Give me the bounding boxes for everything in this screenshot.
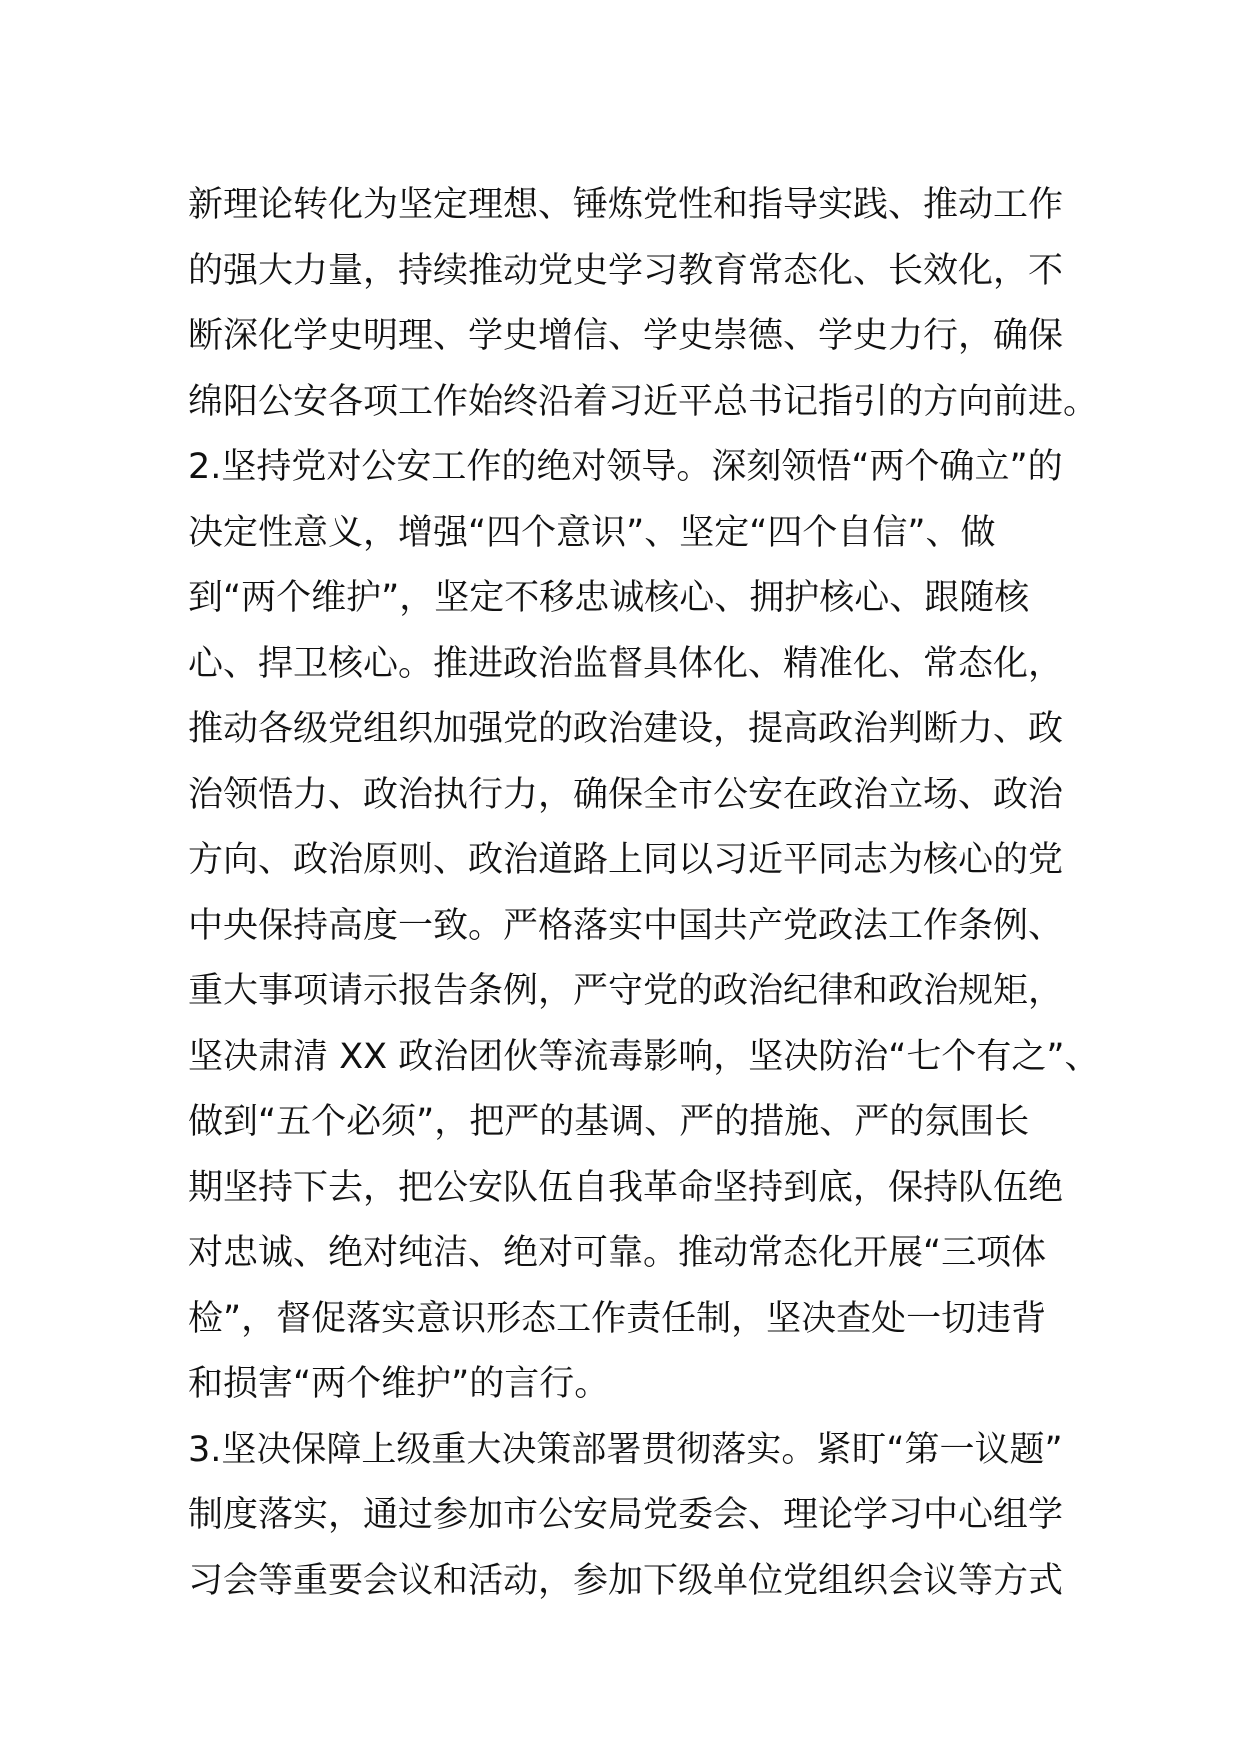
text-line-14: 坚决肃清 XX 政治团伙等流毒影响，坚决防治“七个有之”、 bbox=[188, 1036, 1100, 1077]
text-line-4: 绵阳公安各项工作始终沿着习近平总书记指引的方向前进。 bbox=[188, 381, 1099, 422]
text-line-10: 治领悟力、政治执行力，确保全市公安在政治立场、政治 bbox=[188, 774, 1064, 815]
text-line-5: 2.坚持党对公安工作的绝对领导。深刻领悟“两个确立”的 bbox=[188, 447, 1063, 487]
text-line-9: 推动各级党组织加强党的政治建设，提高政治判断力、政 bbox=[188, 709, 1064, 749]
text-line-18: 检”，督促落实意识形态工作责任制，坚决查处一切违背 bbox=[188, 1298, 1047, 1339]
body-text bbox=[188, 173, 1100, 1614]
text-line-11: 方向、政治原则、政治道路上同以习近平同志为核心的党 bbox=[188, 840, 1064, 880]
text-line-7: 到“两个维护”，坚定不移忠诚核心、拥护核心、跟随核 bbox=[188, 578, 1030, 618]
text-line-20: 3.坚决保障上级重大决策部署贯彻落实。紧盯“第一议题” bbox=[188, 1429, 1063, 1470]
text-line-16: 期坚持下去，把公安队伍自我革命坚持到底，保持队伍绝 bbox=[188, 1167, 1064, 1208]
text-line-8: 心、捍卫核心。推进政治监督具体化、精准化、常态化， bbox=[188, 643, 1064, 684]
text-line-1: 新理论转化为坚定理想、锤炼党性和指导实践、推动工作 bbox=[188, 185, 1064, 225]
text-line-2: 的强大力量，持续推动党史学习教育常态化、长效化，不 bbox=[188, 250, 1064, 291]
text-line-17: 对忠诚、绝对纯洁、绝对可靠。推动常态化开展“三项体 bbox=[188, 1233, 1047, 1273]
text-line-6: 决定性意义，增强“四个意识”、坚定“四个自信”、做 bbox=[188, 512, 996, 553]
text-line-13: 重大事项请示报告条例，严守党的政治纪律和政治规矩， bbox=[188, 971, 1064, 1011]
text-line-21: 制度落实，通过参加市公安局党委会、理论学习中心组学 bbox=[188, 1495, 1064, 1535]
text-line-12: 中央保持高度一致。严格落实中国共产党政法工作条例、 bbox=[188, 905, 1064, 946]
text-line-22: 习会等重要会议和活动，参加下级单位党组织会议等方式 bbox=[188, 1560, 1064, 1601]
text-line-19: 和损害“两个维护”的言行。 bbox=[188, 1364, 610, 1404]
text-line-15: 做到“五个必须”，把严的基调、严的措施、严的氛围长 bbox=[188, 1102, 1030, 1142]
text-line-3: 断深化学史明理、学史增信、学史崇德、学史力行，确保 bbox=[188, 316, 1064, 356]
